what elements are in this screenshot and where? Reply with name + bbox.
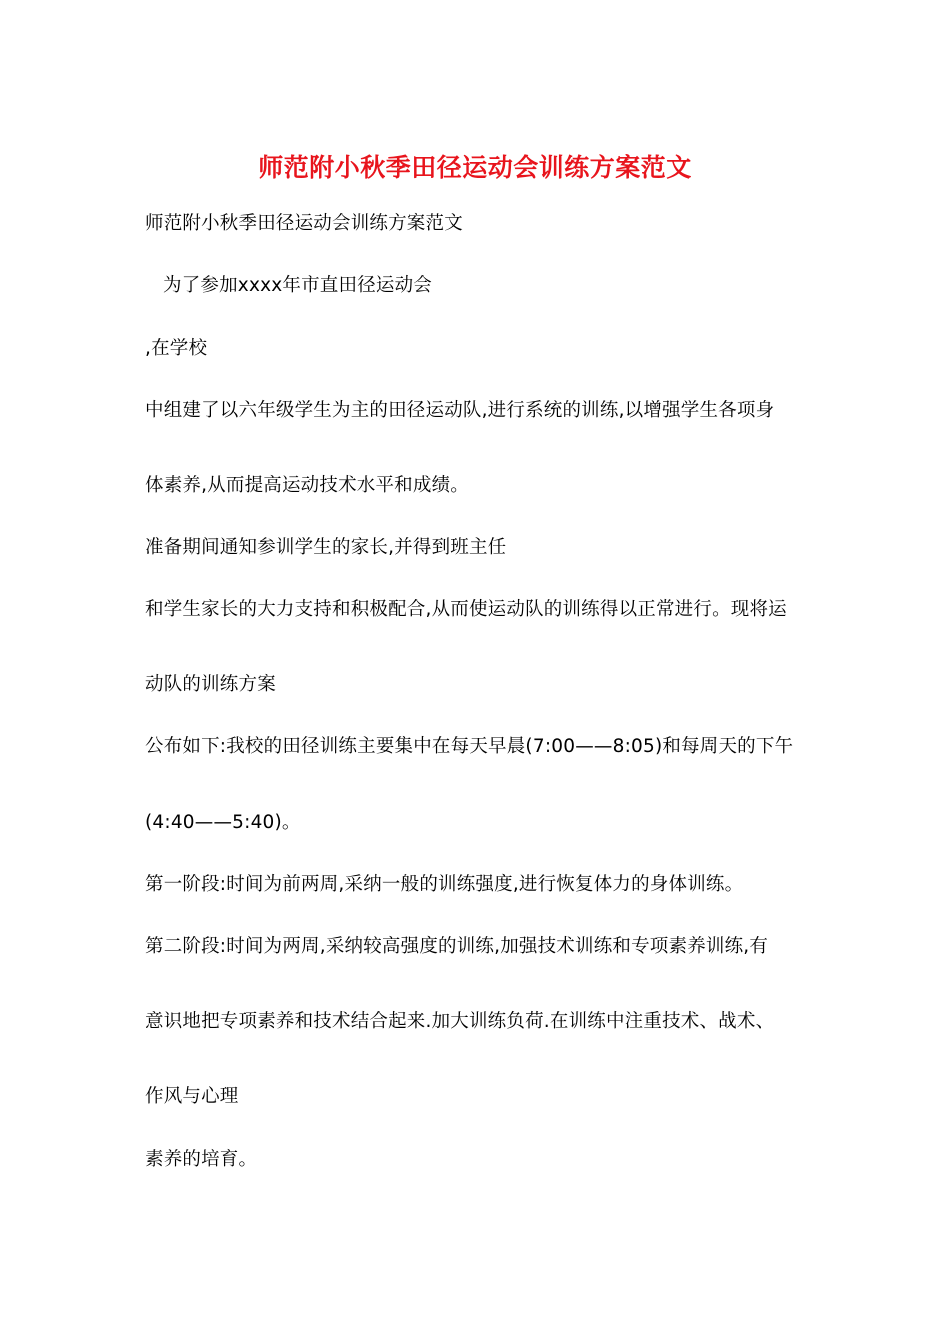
paragraph-line: 体素养,从而提高运动技术水平和成绩。: [145, 475, 469, 496]
paragraph-line: 素养的培育。: [145, 1149, 258, 1170]
paragraph-line: (4:40——5:40)。: [145, 812, 301, 833]
paragraph-line: 第二阶段:时间为两周,采纳较高强度的训练,加强技术训练和专项素养训练,有: [145, 936, 769, 957]
paragraph-line: 动队的训练方案: [145, 674, 276, 695]
paragraph-line: 第一阶段:时间为前两周,采纳一般的训练强度,进行恢复体力的身体训练。: [145, 874, 744, 895]
paragraph-line: 中组建了以六年级学生为主的田径运动队,进行系统的训练,以增强学生各项身: [145, 400, 775, 421]
paragraph-line: ,在学校: [145, 338, 208, 359]
paragraph-line: 准备期间通知参训学生的家长,并得到班主任: [145, 537, 507, 558]
paragraph-line: 公布如下:我校的田径训练主要集中在每天早晨(7:00——8:05)和每周天的下午: [145, 736, 794, 757]
subtitle-line: 师范附小秋季田径运动会训练方案范文: [145, 213, 463, 234]
paragraph-line: 作风与心理: [145, 1086, 239, 1107]
document-title: 师范附小秋季田径运动会训练方案范文: [258, 153, 692, 182]
paragraph-line: 和学生家长的大力支持和积极配合,从而使运动队的训练得以正常进行。现将运: [145, 599, 787, 620]
paragraph-line: 为了参加xxxx年市直田径运动会: [163, 275, 432, 296]
paragraph-line: 意识地把专项素养和技术结合起来.加大训练负荷.在训练中注重技术、战术、: [145, 1011, 775, 1032]
